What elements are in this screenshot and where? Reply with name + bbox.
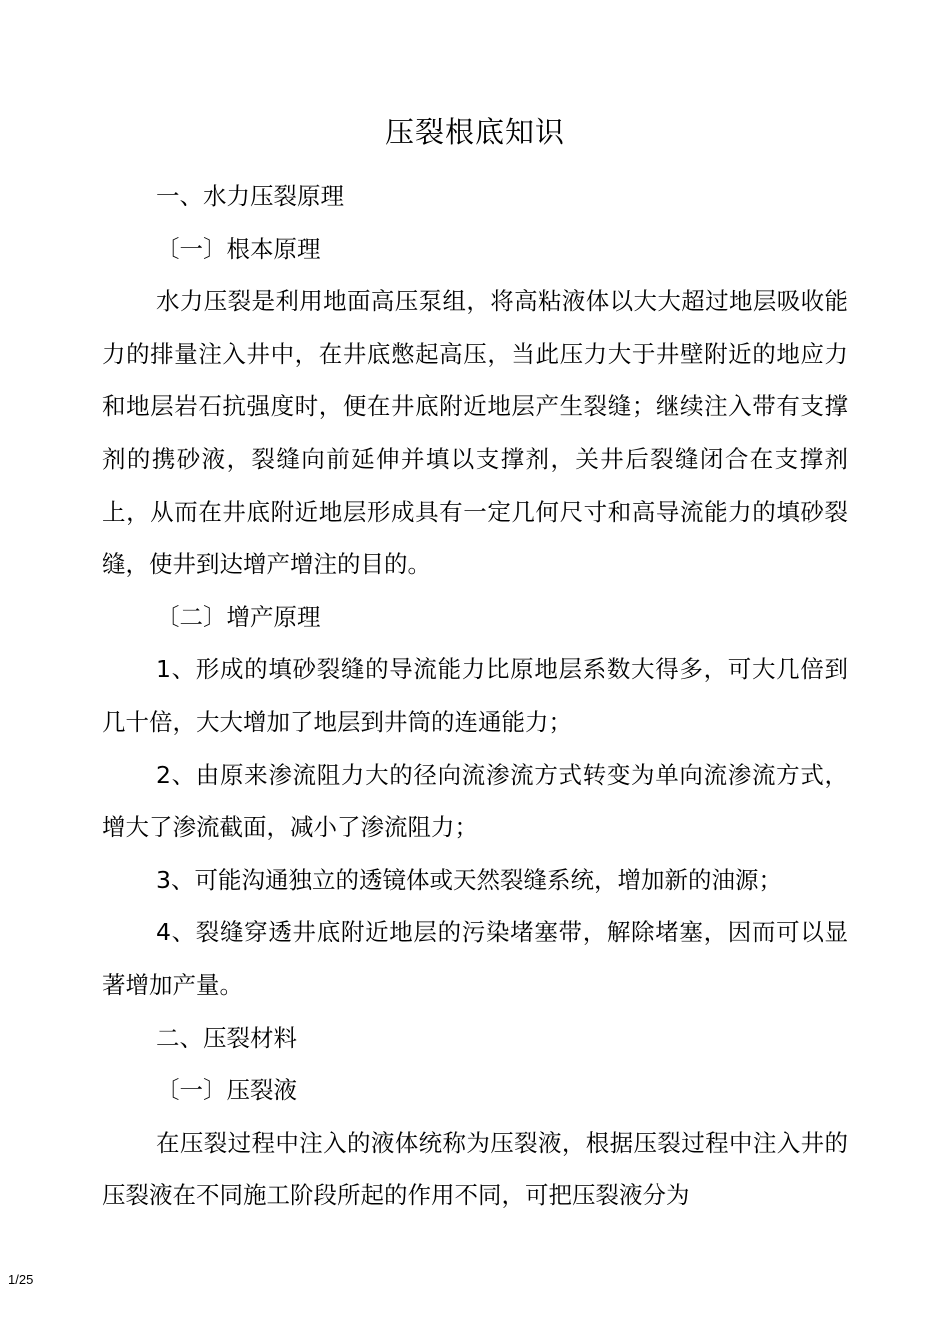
document-title: 压裂根底知识 bbox=[384, 115, 565, 149]
subsection-heading-production-principle: 〔二〕增产原理 bbox=[156, 602, 321, 631]
paragraph-fracturing-fluid: 在压裂过程中注入的液体统称为压裂液，根据压裂过程中注入井的压裂液在不同施工阶段所起的作用不同，可把压裂液分为 bbox=[102, 1128, 848, 1210]
list-item-2: 2、由原来渗流阻力大的径向流渗流方式转变为单向流渗流方式，增大了渗流截面，减小了渗流阻力； bbox=[102, 760, 848, 842]
section-heading-1: 一、水力压裂原理 bbox=[156, 182, 344, 210]
section-heading-2: 二、压裂材料 bbox=[156, 1023, 297, 1052]
list-item-4: 4、裂缝穿透井底附近地层的污染堵塞带，解除堵塞，因而可以显著增加产量。 bbox=[102, 918, 848, 999]
subsection-heading-basic-principle: 〔一〕根本原理 bbox=[156, 234, 321, 263]
paragraph-basic-principle: 水力压裂是利用地面高压泵组，将高粘液体以大大超过地层吸收能力的排量注入井中，在井底憋起高压，当此压力大于井壁附近的地应力和地层岩石抗强度时，便在井底附近地层产生裂缝；继续注入带有支撑剂的携砂液，裂缝向前延伸并填以支撑剂，关井后裂缝闭合在支撑剂上，从而在井底附近地层形成具有一定几何尺寸和高导流能力的填砂裂缝，使井到达增产增注的目的。 bbox=[102, 287, 848, 579]
document-body bbox=[102, 170, 848, 1222]
list-item-3: 3、可能沟通独立的透镜体或天然裂缝系统，增加新的油源； bbox=[156, 865, 782, 894]
subsection-heading-fracturing-fluid: 〔一〕压裂液 bbox=[156, 1076, 297, 1105]
list-item-1: 1、形成的填砂裂缝的导流能力比原地层系数大得多，可大几倍到几十倍，大大增加了地层到井筒的连通能力； bbox=[102, 655, 848, 736]
page-number: 1/25 bbox=[8, 1272, 34, 1287]
